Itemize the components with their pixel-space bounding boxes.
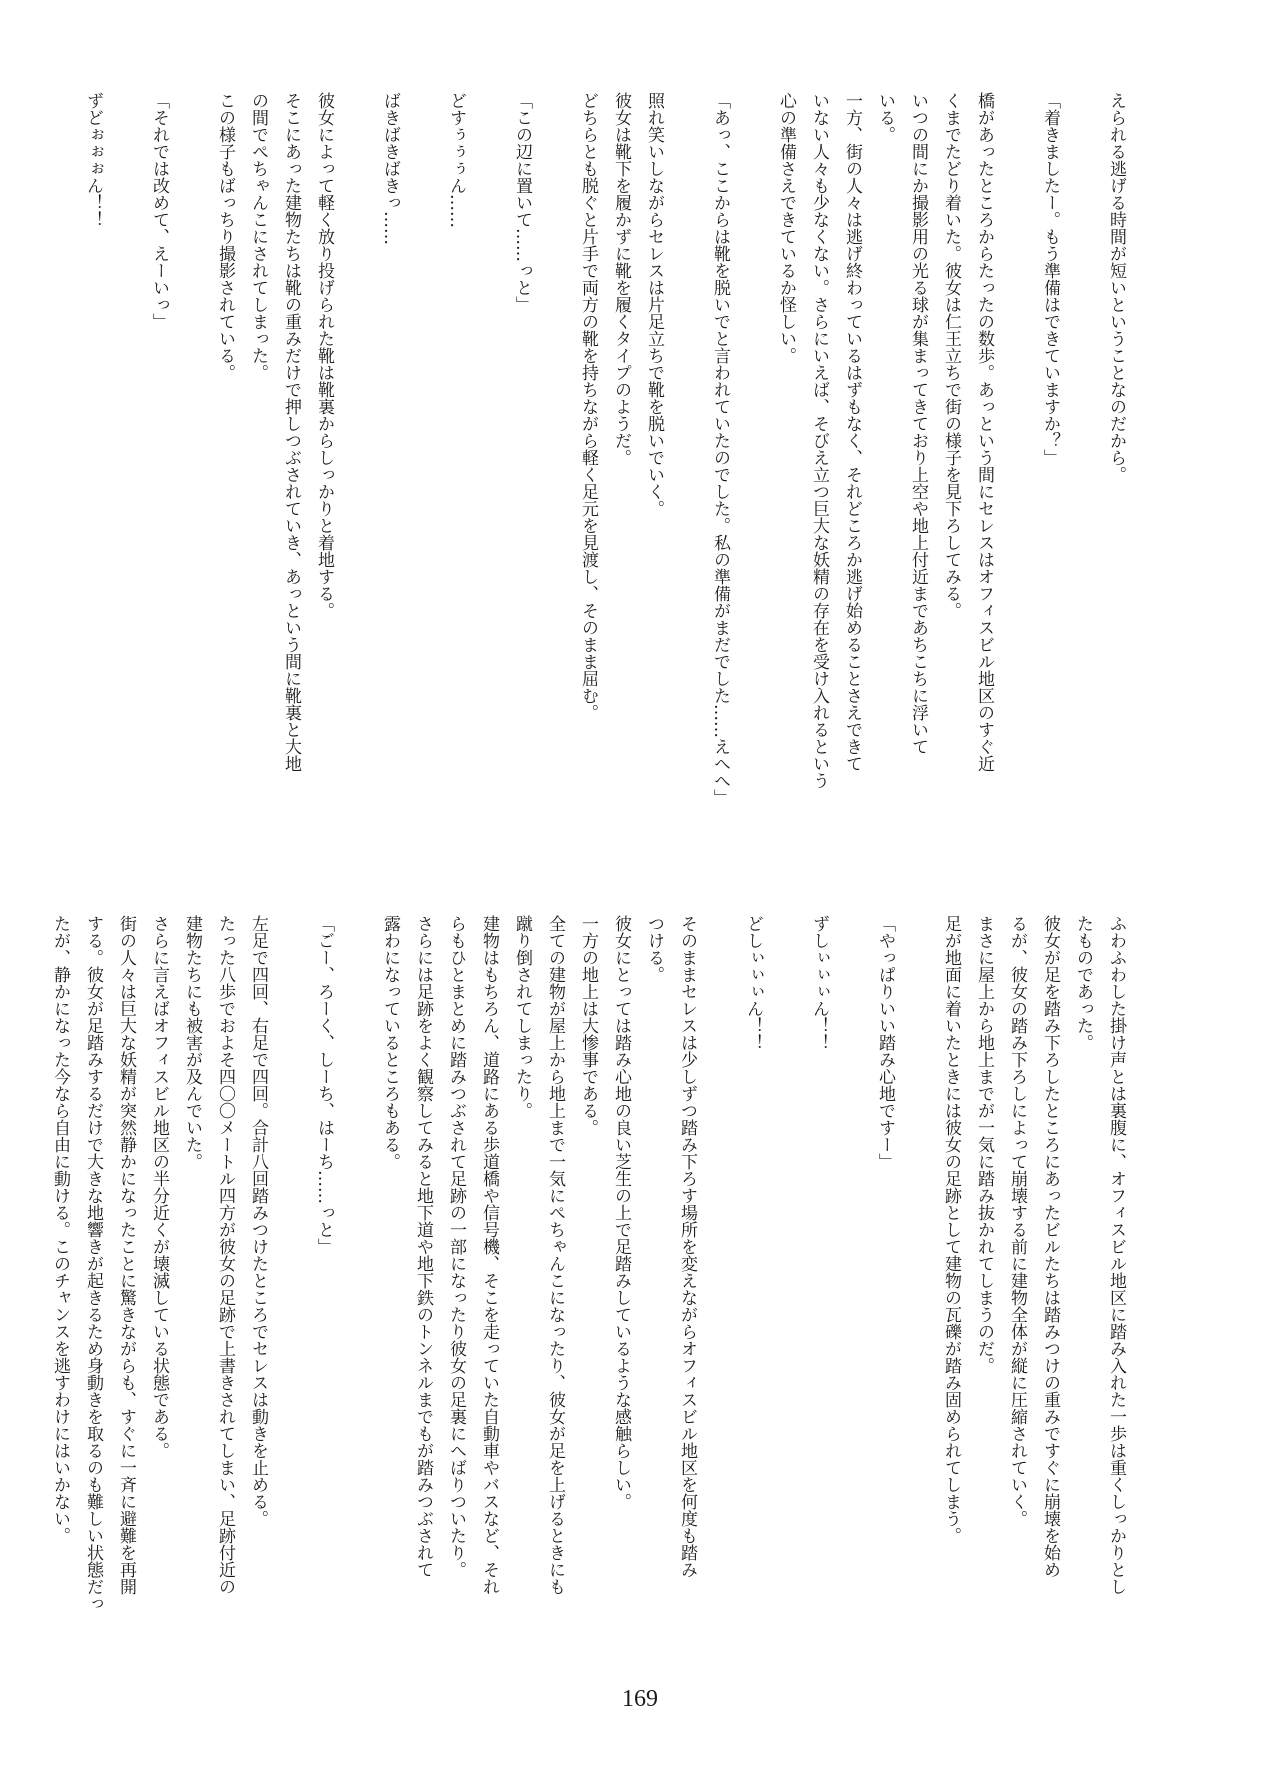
text-line: まさに屋上から地上までが一気に踏み抜かれてしまうのだ。 [974,915,994,1374]
text-line: 一方、街の人々は逃げ終わっているはずもなく、それどころか逃げ始めることさえできて [842,92,862,772]
text-line: 露わになっているところもある。 [380,915,400,1170]
text-line: 彼女が足を踏み下ろしたところにあったビルたちは踏みつけの重みですぐに崩壊を始め [1040,915,1060,1578]
text-line: する。彼女が足踏みするだけで大きな地響きが起きるため身動きを取るのも難しい状態だっ [83,915,103,1612]
upper-text-block [83,92,1132,812]
text-line: たものであった。 [1073,915,1093,1051]
text-line: どすぅぅぅん…… [446,92,466,228]
text-line: 彼女にとっては踏み心地の良い芝生の上で足踏みしているような感触らしい。 [611,915,631,1510]
text-line: 「着きましたー。もう準備はできていますか？」 [1040,92,1060,466]
text-line: 「やっぱりいい踏み心地ですー」 [875,915,895,1170]
text-line: どちらとも脱ぐと片手で両方の靴を持ちながら軽く足元を見渡し、そのまま屈む。 [578,92,598,721]
text-line: るが、彼女の踏み下ろしによって崩壊する前に建物全体が縦に圧縮されていく。 [1007,915,1027,1527]
text-line: の間でぺちゃんこにされてしまった。 [248,92,268,381]
text-line: 彼女は靴下を履かずに靴を履くタイプのようだ。 [611,92,631,466]
text-line [736,92,769,812]
text-line: らもひとまとめに踏みつぶされて足跡の一部になったり彼女の足裏にへばりついたり。 [446,915,466,1578]
lower-text-block [50,915,1132,1635]
text-line: 建物はもちろん、道路にある歩道橋や信号機、そこを走っていた自動車やバスなど、それ [479,915,499,1595]
text-line [175,92,208,812]
text-line [670,92,703,812]
text-line: つける。 [644,915,664,983]
text-line [901,915,934,1635]
text-line [406,92,439,812]
text-line: 蹴り倒されてしまったり。 [512,915,532,1119]
text-line [1066,92,1099,812]
text-line: そこにあった建物たちは靴の重みだけで押しつぶされていき、あっという間に靴裏と大地 [281,92,301,772]
page-number: 169 [622,1686,658,1712]
text-line: たった八歩でおよそ四〇〇メートル四方が彼女の足跡で上書きされてしまい、足跡付近の [215,915,235,1595]
text-line: この様子もばっちり撮影されている。 [215,92,235,381]
text-line: 全ての建物が屋上から地上まで一気にぺちゃんこになったり、彼女が足を上げるときにも [545,915,565,1595]
text-line [340,92,373,812]
text-line: ばきばきばきっ…… [380,92,400,245]
text-line [109,92,142,812]
text-line [703,915,736,1635]
text-line: 足が地面に着いたときには彼女の足跡として建物の瓦礫が踏み固められてしまう。 [941,915,961,1544]
text-line: そのままセレスは少しずつ踏み下ろす場所を変えながらオフィスビル地区を何度も踏み [677,915,697,1578]
text-line: くまでたどり着いた。彼女は仁王立ちで街の様子を見下ろしてみる。 [941,92,961,619]
text-line: 橋があったところからたったの数歩。あっという間にセレスはオフィスビル地区のすぐ近 [974,92,994,772]
text-line: 心の準備さえできているか怪しい。 [776,92,796,364]
text-line: 建物たちにも被害が及んでいた。 [182,915,202,1170]
text-line: いる。 [875,92,895,143]
text-line: どしぃぃぃん！！ [743,915,763,1051]
text-line [538,92,571,812]
text-line: たが、静かになった今なら自由に動ける。このチャンスを逃すわけにはいかない。 [50,915,70,1544]
text-line: えられる逃げる時間が短いということなのだから。 [1106,92,1126,483]
text-line [835,915,868,1635]
text-line: 「それでは改めて、えーいっ」 [149,92,169,330]
text-line [1000,92,1033,812]
text-line: 「この辺に置いて……っと」 [512,92,532,313]
text-line: いない人々も少なくない。さらにいえば、そびえ立つ巨大な妖精の存在を受け入れるという [809,92,829,789]
text-line [274,915,307,1635]
text-line: 一方の地上は大惨事である。 [578,915,598,1136]
text-line [769,915,802,1635]
text-line: さらに言えばオフィスビル地区の半分近くが壊滅している状態である。 [149,915,169,1459]
text-line: 彼女によって軽く放り投げられた靴は靴裏からしっかりと着地する。 [314,92,334,619]
text-line: 照れ笑いしながらセレスは片足立ちで靴を脱いでいく。 [644,92,664,517]
text-line [340,915,373,1635]
text-line: 「ごー、ろーく、しーち、はーち……っと」 [314,915,334,1255]
text-line: いつの間にか撮影用の光る球が集まってきており上空や地上付近まであちこちに浮いて [908,92,928,755]
text-line: 左足で四回、右足で四回。合計八回踏みつけたところでセレスは動きを止める。 [248,915,268,1527]
text-line [472,92,505,812]
text-line: 街の人々は巨大な妖精が突然静かになったことに驚きながらも、すぐに一斉に避難を再開 [116,915,136,1595]
text-line: 「あっ、ここからは靴を脱いでと言われていたのでした。私の準備がまだでした……えへへ」 [710,92,730,806]
text-line: ずしぃぃぃん！！ [809,915,829,1051]
text-line: さらには足跡をよく観察してみると地下道や地下鉄のトンネルまでもが踏みつぶされて [413,915,433,1578]
text-line: ずどぉぉぉん！！ [83,92,103,228]
text-line: ふわふわした掛け声とは裏腹に、オフィスビル地区に踏み入れた一歩は重くしっかりとし [1106,915,1126,1595]
